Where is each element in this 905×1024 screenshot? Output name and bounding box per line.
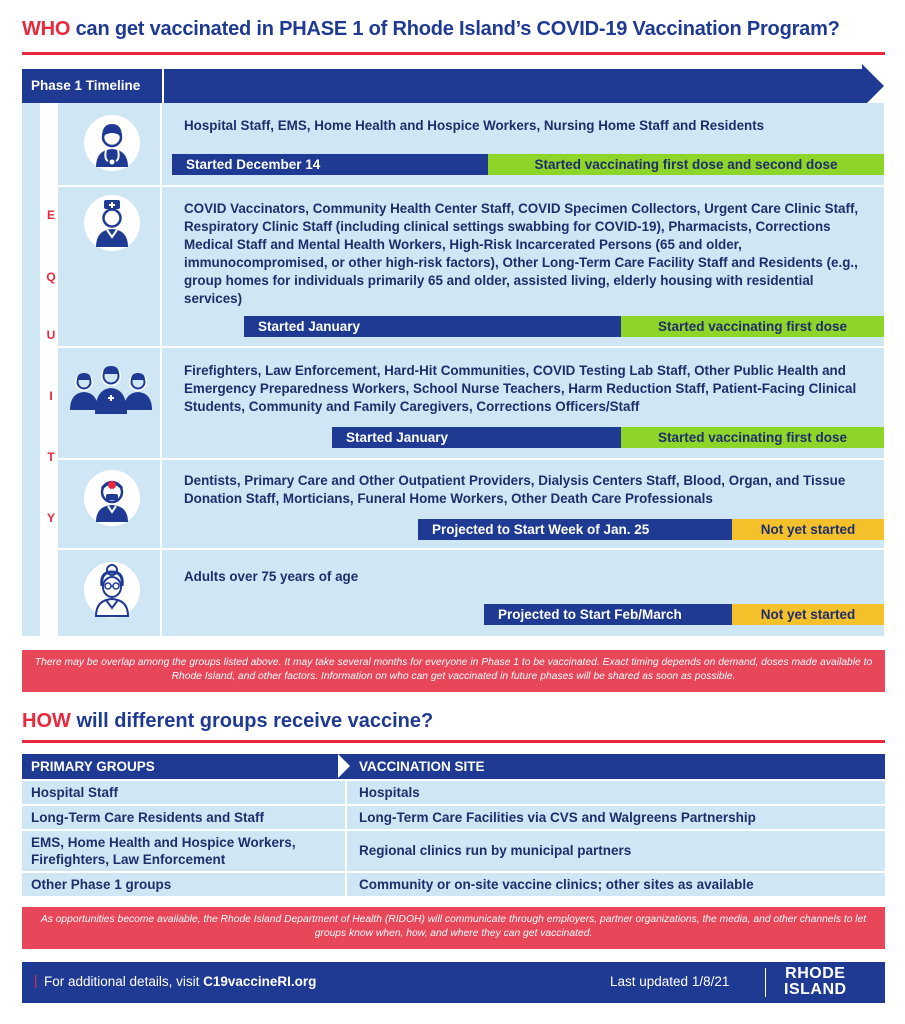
tier-icon-cell	[58, 460, 162, 548]
tier-vaccinators-clinic-staff	[58, 187, 884, 346]
timeline-arrowhead	[862, 64, 884, 108]
tier-icon-cell	[58, 550, 162, 636]
tier-status-bar: Not yet started	[732, 519, 884, 540]
chevron-right-icon	[338, 754, 350, 778]
tier-start-bar: Projected to Start Feb/March	[484, 604, 732, 625]
col-header-vaccination-site: VACCINATION SITE	[359, 759, 485, 774]
tier-groups: Firefighters, Law Enforcement, Hard-Hit Communities, COVID Testing Lab Staff, Other Public Health and Emergency Preparedness Workers, School Nurse Teachers, Harm Reduction Staff, Patient-Facing Clinical Students, Community and Family Caregivers, Corrections Officers/Staff	[184, 363, 857, 414]
equity-column	[22, 103, 40, 636]
tier-start-bar: Projected to Start Week of Jan. 25	[418, 519, 732, 540]
tier-status-bar: Not yet started	[732, 604, 884, 625]
col-header-primary-groups: PRIMARY GROUPS	[31, 759, 155, 774]
footer-url-link[interactable]: C19vaccineRI.org	[203, 974, 317, 989]
how-title-text: will different groups receive vaccine?	[70, 710, 434, 732]
footer-divider	[765, 968, 766, 997]
ridoh-note: As opportunities become available, the Rhode Island Department of Health (RIDOH) will communicate through employers, partner organizations, the media, and other channels to let groups know when, how, and where they can get vaccinated.	[22, 907, 885, 949]
footer-details-text: For additional details, visit	[44, 974, 204, 989]
vaccination-table-header	[22, 754, 885, 779]
tier-status-bar: Started vaccinating first dose	[621, 316, 884, 337]
older-adult-glasses-icon	[84, 562, 140, 618]
rhode-island-logo	[784, 966, 847, 998]
tier-outpatient-providers	[58, 460, 884, 548]
tier-status-bar: Started vaccinating first dose	[621, 427, 884, 448]
tier-start-bar: Started January	[244, 316, 621, 337]
tier-groups: Adults over 75 years of age	[184, 569, 359, 584]
footer-details	[44, 974, 316, 989]
table-row	[22, 873, 885, 896]
row-divider	[345, 806, 347, 829]
row-site: Long-Term Care Facilities via CVS and Walgreens Partnership	[359, 810, 756, 825]
overlap-note: There may be overlap among the groups listed above. It may take several months for everyone in Phase 1 to be vaccinated. Exact timing depends on demand, doses made available to Rhode Island, and other factors. Information on who can get vaccinated in future phases will be shared as soon as possible.	[22, 650, 885, 692]
tier-start-bar: Started January	[332, 427, 621, 448]
first-responders-group-icon	[64, 360, 158, 416]
timeline-label: Phase 1 Timeline	[22, 69, 164, 103]
tier-groups: COVID Vaccinators, Community Health Center Staff, COVID Specimen Collectors, Urgent Care Clinic Staff, Respiratory Clinic Staff (including clinical settings swabbing for COVID-19), Pharmacists, Corrections Medical Staff and Mental Health Workers, High-Risk Incarcerated Persons (65 and older, immunocompromised, or other high-risk factors), Other Long-Term Care Facility Staff and Residents (e.g., group homes for individuals primarily 65 and older, assisted living, elderly housing with residential services)	[184, 201, 859, 306]
row-group: Hospital Staff	[31, 785, 119, 800]
row-group: EMS, Home Health and Hospice Workers, Firefighters, Law Enforcement	[31, 835, 296, 867]
tier-start-bar: Started December 14	[172, 154, 488, 175]
equity-letter: Y	[46, 511, 55, 525]
tier-status-bar: Started vaccinating first dose and second dose	[488, 154, 884, 175]
tier-groups: Dentists, Primary Care and Other Outpatient Providers, Dialysis Centers Staff, Blood, Organ, and Tissue Donation Staff, Morticians, Funeral Home Workers, Other Death Care Professionals	[184, 473, 846, 506]
dentist-head-mirror-icon	[84, 470, 140, 526]
row-site: Regional clinics run by municipal partners	[359, 843, 632, 858]
equity-letter: I	[49, 389, 53, 403]
page-title	[22, 18, 840, 41]
tier-first-responders	[58, 348, 884, 458]
tier-hospital-staff	[58, 103, 884, 185]
how-title-emphasis: HOW	[22, 710, 71, 732]
table-row	[22, 806, 885, 829]
row-divider	[345, 781, 347, 804]
equity-letter: Q	[46, 270, 56, 284]
equity-separator	[40, 103, 58, 636]
equity-letter: U	[46, 328, 56, 342]
title-text: can get vaccinated in PHASE 1 of Rhode Island’s COVID-19 Vaccination Program?	[70, 18, 840, 40]
logo-line-1: RHODE	[785, 965, 846, 982]
tier-groups: Hospital Staff, EMS, Home Health and Hospice Workers, Nursing Home Staff and Residents	[184, 118, 765, 133]
row-divider	[345, 831, 347, 871]
footer	[22, 962, 885, 1003]
row-group: Other Phase 1 groups	[31, 877, 172, 892]
row-divider	[345, 873, 347, 896]
how-section-title	[22, 710, 433, 733]
nurse-icon	[84, 195, 140, 251]
tier-adults-over-75	[58, 550, 884, 636]
last-updated: Last updated 1/8/21	[610, 974, 730, 989]
row-group: Long-Term Care Residents and Staff	[31, 810, 265, 825]
tier-icon-cell	[58, 348, 162, 458]
title-divider	[22, 52, 885, 55]
equity-letter: E	[46, 208, 55, 222]
title-emphasis: WHO	[22, 18, 71, 40]
tier-icon-cell	[58, 187, 162, 346]
healthcare-worker-stethoscope-icon	[84, 115, 140, 171]
table-row	[22, 831, 885, 871]
footer-pipe: |	[34, 973, 38, 988]
tier-icon-cell	[58, 103, 162, 185]
equity-letter: T	[47, 450, 55, 464]
how-divider	[22, 740, 885, 743]
row-site: Community or on-site vaccine clinics; other sites as available	[359, 877, 754, 892]
table-row	[22, 781, 885, 804]
logo-line-2: ISLAND	[784, 981, 847, 998]
row-site: Hospitals	[359, 785, 420, 800]
